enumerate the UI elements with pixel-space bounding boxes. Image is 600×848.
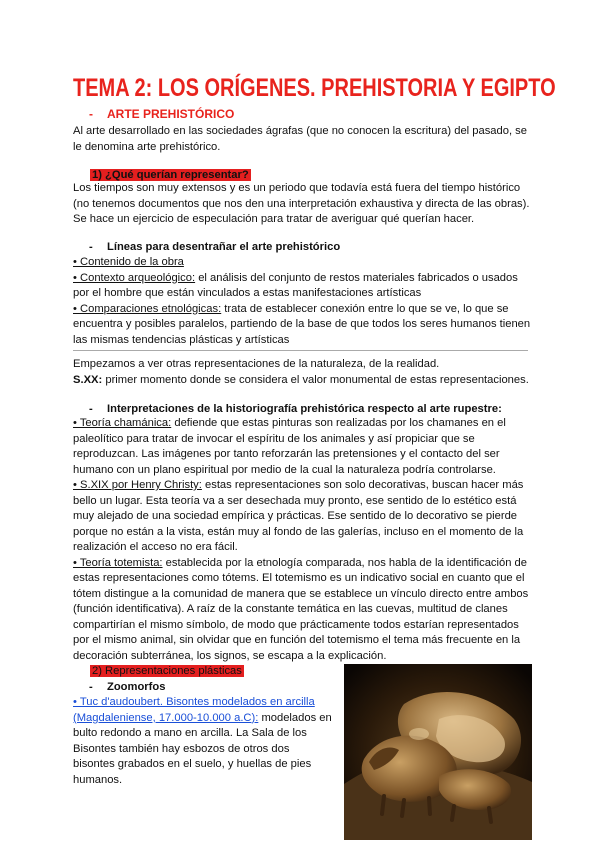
list-item xyxy=(73,255,533,271)
zoomorfos-heading xyxy=(73,680,333,696)
list-item xyxy=(73,556,533,665)
dash-marker: - xyxy=(89,107,93,121)
list-item xyxy=(73,478,533,556)
section1-paragraph: Los tiempos son muy extensos y es un periodo que todavía está fuera del tiempo histórico (no tenemos documentos que nos den una interpretación exhaustiva y directa de las obras). Se hace un ejercicio de especulación para tratar de averiguar qué querían hacer. xyxy=(73,182,530,225)
section2-heading-text: 2) Representaciones plásticas xyxy=(92,665,242,677)
item1-label: • Contenido de la obra xyxy=(73,256,184,268)
bison-photo xyxy=(344,664,532,840)
list-item xyxy=(73,302,533,349)
tuc-audoubert-link[interactable]: • Tuc d'audoubert. Bisontes modelados en arcilla (Magdaleniense, 17.000-10.000 a.C): xyxy=(73,696,315,724)
zoomorfos-paragraph xyxy=(73,695,333,788)
list-item xyxy=(73,271,533,302)
lineas-heading xyxy=(73,240,533,256)
page-title: TEMA 2: LOS ORÍGENES. PREHISTORIA Y EGIPTO xyxy=(73,74,556,102)
zoomorfos-text: Zoomorfos xyxy=(107,681,166,693)
arte-paragraph: Al arte desarrollado en las sociedades ágrafas (que no conocen la escritura) del pasado, se le denomina arte prehistórico. xyxy=(73,125,527,153)
sxx-line xyxy=(73,373,533,389)
t2-label: • S.XIX por Henry Christy: xyxy=(73,479,202,491)
dash-marker: - xyxy=(89,681,93,693)
lineas-list xyxy=(73,255,533,348)
sxx-text: primer momento donde se considera el valor monumental de estas representaciones. xyxy=(102,373,529,386)
t3-text: establecida por la etnología comparada, nos habla de la identificación de estas representaciones como tótems. El totemismo es un indicativo social en cuanto que el tótem distingue a la comunidad de manera que se establece un vínculo directo entre ambos (función identificativa). A raíz de la constante temática en las cuevas, multitud de clanes compartirían el mismo símbolo, de modo que prácticamente todos estarían representados por el mismo animal, sin olvidar que en función del totemismo el tema más frecuente en la decoración subterránea, los signos, se escapa a la explicación. xyxy=(73,556,529,662)
sxx-label: S.XX: xyxy=(73,373,103,386)
lineas-heading-text: Líneas para desentrañar el arte prehistórico xyxy=(107,241,341,253)
t2-text: estas representaciones son solo decorativas, buscan hacer más bello un lugar. Esta teoría va a ser desechada muy pronto, ese sentido de lo estético está muy alejado de una sociedad empírica y prácticas. Ese sentido de lo decorativo se pierde porque no están a la vista, están muy al fondo de las galerías, incluso en el momento de la realización el acceso no era fácil. xyxy=(73,479,524,553)
zoomorfos-text-body: modelados en bulto redondo a mano en arcilla. La Sala de los Bisontes también hay esbozos de otros dos bisontes grabados en el suelo, y huellas de pies humanos. xyxy=(73,711,332,786)
divider xyxy=(73,350,528,351)
dash-marker: - xyxy=(89,241,93,253)
item3-text: trata de establecer conexión entre lo que se ve, lo que se encuentra y posibles paralelos, partiendo de la base de que todos los seres humanos tienen las mismas tendencias plásticas y artísticas xyxy=(73,302,531,346)
t1-label: • Teoría chamánica: xyxy=(73,417,172,429)
item2-text: el análisis del conjunto de restos materiales fabricados o usados por el hombre que están vinculados a estas manifestaciones artísticas xyxy=(73,271,518,299)
arte-heading xyxy=(73,107,533,124)
interpretaciones-heading-text: Interpretaciones de la historiografía prehistórica respecto al arte rupestre: xyxy=(107,403,502,415)
item3-label: • Comparaciones etnológicas: xyxy=(73,302,222,315)
list-item xyxy=(73,416,533,478)
t3-label: • Teoría totemista: xyxy=(73,556,163,569)
interpretaciones-list xyxy=(73,416,533,664)
dash-marker: - xyxy=(89,403,93,415)
t1-text: defiende que estas pinturas son realizadas por los chamanes en el paleolítico para tratar de invocar el espíritu de los animales y así propiciar que se reproduzcan. Las imágenes por tanto reforzarán las pretensiones y el contacto del ser humano con un plano espiritual por medio de la cual la naturaleza podría controlarse. xyxy=(73,417,506,476)
clay-bison-sculpture-icon xyxy=(344,664,532,840)
section1-heading-text: 1) ¿Qué querían representar? xyxy=(92,169,249,181)
naturaleza-block xyxy=(73,357,533,388)
item2-label: • Contexto arqueológico: xyxy=(73,271,196,284)
arte-heading-text: ARTE PREHISTÓRICO xyxy=(107,107,235,121)
naturaleza-text: Empezamos a ver otras representaciones de la naturaleza, de la realidad. xyxy=(73,358,440,370)
